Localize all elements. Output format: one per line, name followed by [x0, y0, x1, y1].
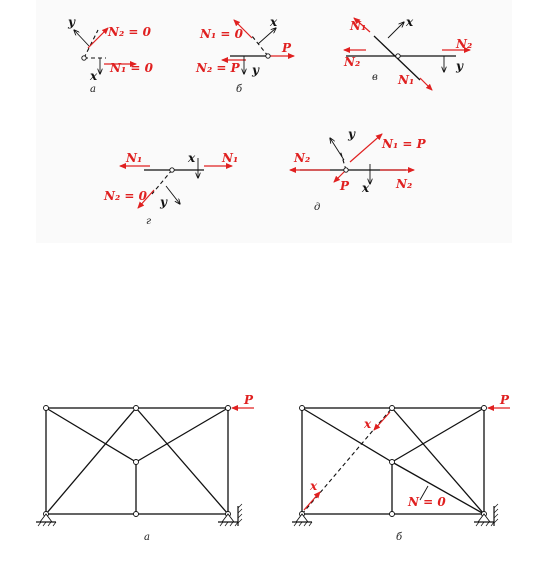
label-n2: N₂ = P: [196, 61, 240, 75]
label-n2-left: N₂: [344, 55, 361, 69]
panel-b: [195, 15, 294, 95]
axis-y-arrow: [330, 138, 344, 160]
label-n2: N₂ = 0: [104, 189, 147, 203]
truss-node: [44, 406, 49, 411]
truss-member: [136, 408, 228, 462]
label-y: y: [252, 63, 259, 77]
truss-member: [302, 408, 392, 462]
label-n1: N₁ = P: [382, 137, 426, 151]
joint-node: [266, 54, 270, 58]
truss-member: [46, 408, 136, 514]
caption-g: г: [146, 216, 152, 227]
member-dashed: [340, 150, 346, 170]
caption-b: б: [236, 84, 243, 95]
axis-x-arrow: [258, 28, 276, 44]
label-x: x: [188, 151, 196, 165]
force-x-bottom-arrow: [304, 492, 320, 510]
truss-member: [136, 408, 228, 514]
member-dashed: [252, 36, 268, 56]
truss-node: [390, 512, 395, 517]
label-n2-right: N₂: [396, 177, 413, 191]
label-x: x: [406, 15, 414, 29]
axis-y-arrow: [74, 30, 89, 46]
truss-b: [292, 393, 510, 543]
label-p: P: [244, 393, 254, 407]
truss-node: [134, 406, 139, 411]
caption-a: а: [90, 84, 96, 95]
caption-truss-b: б: [396, 532, 403, 543]
label-n2-right: N₂: [456, 37, 473, 51]
truss-node: [300, 406, 305, 411]
panel-v: [343, 15, 472, 90]
truss-node: [134, 512, 139, 517]
caption-v: в: [372, 72, 378, 83]
force-x-top-arrow: [374, 412, 390, 430]
caption-truss-a: а: [144, 532, 150, 543]
panel-d: [290, 127, 427, 213]
label-y: y: [348, 127, 355, 141]
truss-a: [36, 393, 254, 543]
label-n-zero: N = 0: [408, 495, 446, 509]
label-x: x: [362, 181, 370, 195]
truss-node: [226, 406, 231, 411]
joint-node: [82, 56, 86, 60]
label-n1-top: N₁: [350, 19, 367, 33]
label-n2-left: N₂: [294, 151, 311, 165]
label-p: P: [340, 179, 350, 193]
label-n1: N₁ = 0: [110, 61, 153, 75]
label-x-bottom: x: [310, 479, 318, 493]
truss-node: [390, 460, 395, 465]
removed-member-dashed: [302, 408, 392, 514]
label-y: y: [160, 195, 167, 209]
truss-node: [390, 406, 395, 411]
truss-node: [134, 460, 139, 465]
label-y: y: [68, 15, 75, 29]
joint-node: [344, 168, 348, 172]
label-n1: N₁ = 0: [200, 27, 243, 41]
label-x: x: [90, 69, 98, 83]
member-dashed: [84, 30, 98, 58]
joint-node: [170, 168, 174, 172]
label-y: y: [456, 59, 463, 73]
label-p: P: [500, 393, 510, 407]
axis-y-arrow: [166, 186, 180, 204]
label-x: x: [270, 15, 278, 29]
caption-d: д: [314, 202, 321, 213]
label-n1-left: N₁: [126, 151, 143, 165]
support-left: [36, 514, 56, 526]
label-n2: N₂ = 0: [108, 25, 151, 39]
label-x-top: x: [364, 417, 372, 431]
label-n1-bottom: N₁: [398, 73, 415, 87]
label-p: P: [282, 41, 292, 55]
panel-a: [67, 15, 154, 95]
label-n1-right: N₁: [222, 151, 239, 165]
axis-x-arrow: [388, 22, 404, 38]
support-left: [292, 514, 312, 526]
truss-node: [482, 406, 487, 411]
force-n1-bottom-arrow: [420, 78, 432, 90]
panel-g: [103, 151, 238, 227]
truss-member: [392, 408, 484, 462]
joint-node: [396, 54, 400, 58]
truss-member: [46, 408, 136, 462]
